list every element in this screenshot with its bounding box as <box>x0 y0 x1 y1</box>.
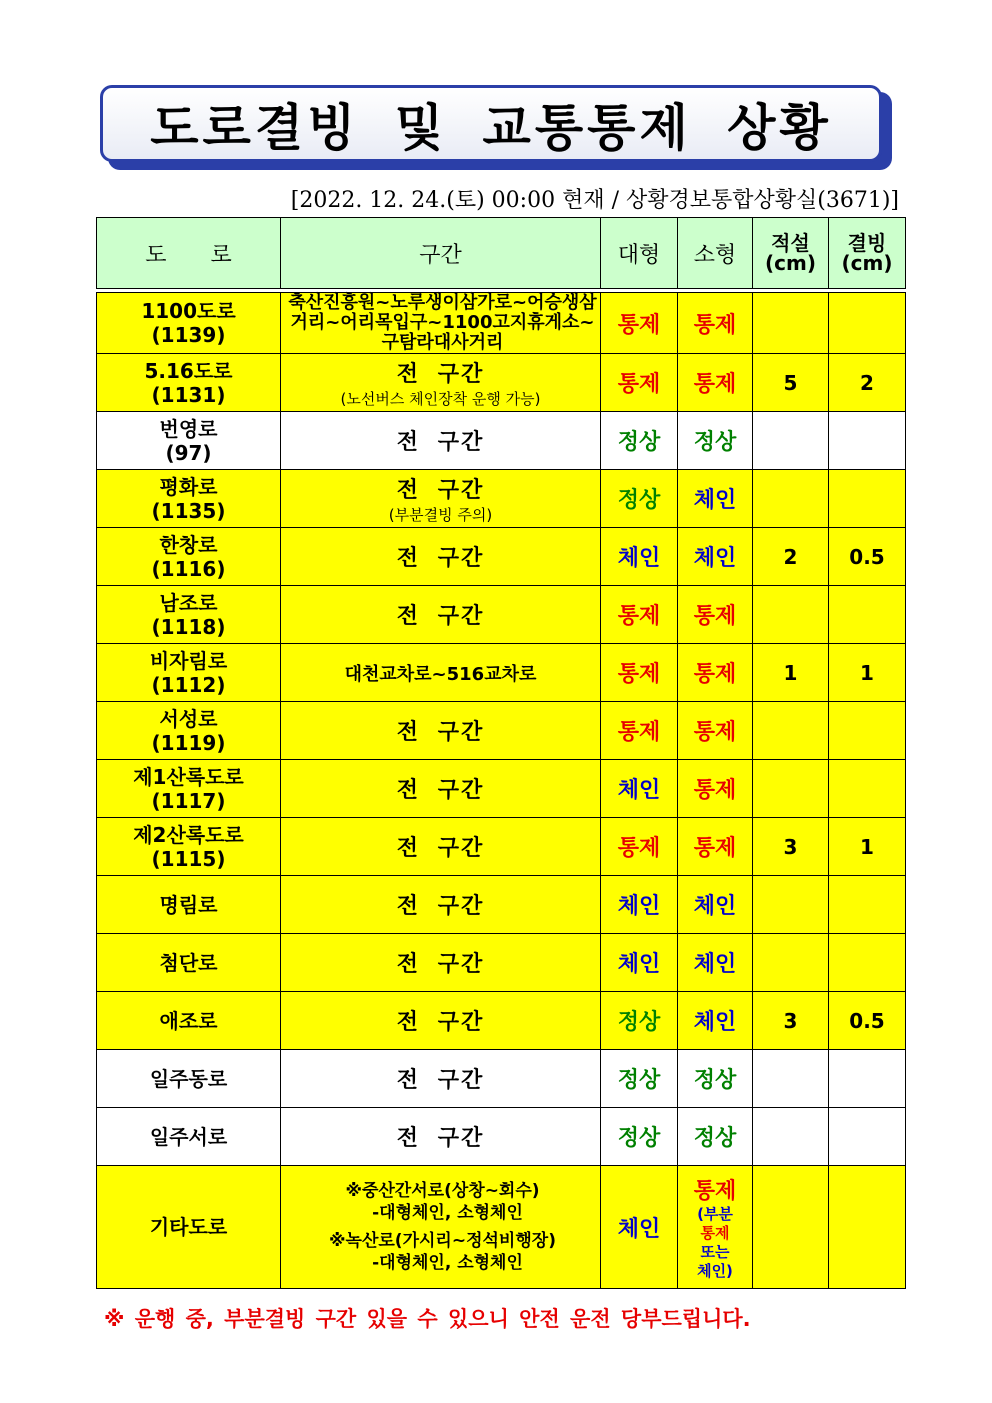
snow-depth <box>753 702 829 760</box>
small-vehicle-status: 통제 <box>678 586 753 644</box>
ice-depth: 0.5 <box>829 992 906 1050</box>
road-name: 제2산록도로 <box>133 822 244 847</box>
other-road-1 <box>285 1180 600 1224</box>
ice-depth <box>829 1108 906 1166</box>
road-name: 제1산록도로 <box>133 764 244 789</box>
road-cell <box>97 702 281 760</box>
large-vehicle-status: 체인 <box>601 1166 678 1289</box>
small-vehicle-status: 통제 <box>678 354 753 412</box>
road-name: 1100도로 <box>141 299 236 323</box>
road-code: (1135) <box>151 498 226 523</box>
road-code: (97) <box>165 440 212 465</box>
section-text: 전 구간 <box>396 1126 485 1151</box>
other-road-2-detail: -대형체인, 소형체인 <box>372 1253 523 1273</box>
header-section: 구간 <box>281 218 601 289</box>
section-text: 축산진흥원~노루생이삼가로~어승생삼거리~어리목입구~1100고지휴게소~구탐라대사거리 <box>288 292 597 353</box>
snow-depth: 3 <box>753 992 829 1050</box>
snow-depth: 5 <box>753 354 829 412</box>
snow-depth <box>753 760 829 818</box>
small-vehicle-status: 통제 <box>678 760 753 818</box>
road-name: 일주서로 <box>149 1124 228 1149</box>
snow-depth: 3 <box>753 818 829 876</box>
section-text: 전 구간 <box>396 952 485 977</box>
table-row <box>97 818 906 876</box>
section-note: (노선버스 체인장착 운행 가능) <box>340 389 541 408</box>
snow-depth <box>753 1050 829 1108</box>
table-row <box>97 1108 906 1166</box>
road-name: 한창로 <box>159 532 218 557</box>
ice-depth <box>829 760 906 818</box>
section-cell <box>281 876 601 934</box>
road-name: 남조로 <box>159 590 218 615</box>
road-cell <box>97 586 281 644</box>
other-road-1-title: ※중산간서로(상창~회수) <box>345 1181 540 1201</box>
section-cell <box>281 412 601 470</box>
section-text: 전 구간 <box>396 1010 485 1035</box>
header-small: 소형 <box>678 218 753 289</box>
header-ice-unit: (cm) <box>841 251 893 275</box>
large-vehicle-status: 통제 <box>601 293 678 354</box>
table-row <box>97 876 906 934</box>
large-vehicle-status: 체인 <box>601 528 678 586</box>
small-vehicle-status <box>678 1166 753 1289</box>
section-text: 전 구간 <box>396 361 485 387</box>
section-cell <box>281 1108 601 1166</box>
other-road-2-title: ※녹산로(가시리~정석비행장) <box>329 1231 556 1251</box>
ice-depth <box>829 1166 906 1289</box>
header-snow <box>753 218 829 289</box>
road-cell <box>97 1050 281 1108</box>
road-code: (1119) <box>151 730 226 755</box>
table-row <box>97 934 906 992</box>
road-cell <box>97 644 281 702</box>
road-name: 서성로 <box>159 706 218 731</box>
table-row <box>97 644 906 702</box>
section-text: 전 구간 <box>396 604 485 629</box>
road-cell <box>97 293 281 354</box>
large-vehicle-status: 정상 <box>601 1108 678 1166</box>
road-name: 5.16도로 <box>144 358 233 383</box>
table-row <box>97 702 906 760</box>
snow-depth: 1 <box>753 644 829 702</box>
section-cell <box>281 470 601 528</box>
ice-depth <box>829 702 906 760</box>
table-row-other <box>97 1166 906 1289</box>
section-cell <box>281 354 601 412</box>
snow-depth: 2 <box>753 528 829 586</box>
section-cell <box>281 1050 601 1108</box>
road-name: 번영로 <box>159 416 218 441</box>
table-row <box>97 586 906 644</box>
table-row <box>97 528 906 586</box>
road-cell <box>97 412 281 470</box>
ice-depth: 1 <box>829 818 906 876</box>
snow-depth <box>753 1108 829 1166</box>
road-name: 기타도로 <box>149 1215 228 1239</box>
large-vehicle-status: 정상 <box>601 412 678 470</box>
small-vehicle-status: 체인 <box>678 470 753 528</box>
section-cell <box>281 644 601 702</box>
snow-depth <box>753 1166 829 1289</box>
small-vehicle-status: 체인 <box>678 934 753 992</box>
table-row <box>97 293 906 354</box>
section-text: 전 구간 <box>396 430 485 455</box>
road-cell <box>97 934 281 992</box>
ice-depth <box>829 934 906 992</box>
small-vehicle-status: 통제 <box>678 293 753 354</box>
road-code: (1131) <box>151 382 226 407</box>
section-note: (부분결빙 주의) <box>388 505 493 524</box>
table-row <box>97 1050 906 1108</box>
large-vehicle-status: 통제 <box>601 354 678 412</box>
section-text: 전 구간 <box>396 894 485 919</box>
small-vehicle-status: 정상 <box>678 1050 753 1108</box>
section-cell <box>281 528 601 586</box>
road-cell <box>97 818 281 876</box>
section-cell <box>281 702 601 760</box>
road-cell <box>97 876 281 934</box>
section-cell <box>281 760 601 818</box>
ice-depth <box>829 586 906 644</box>
large-vehicle-status: 통제 <box>601 644 678 702</box>
road-cell <box>97 760 281 818</box>
small-status-main: 통제 <box>693 1178 737 1204</box>
snow-depth <box>753 293 829 354</box>
ice-depth <box>829 876 906 934</box>
section-text: 전 구간 <box>396 720 485 745</box>
ice-depth: 0.5 <box>829 528 906 586</box>
large-vehicle-status: 체인 <box>601 876 678 934</box>
snow-depth <box>753 876 829 934</box>
section-text: 전 구간 <box>396 1068 485 1093</box>
section-cell <box>281 1166 601 1289</box>
small-vehicle-status: 정상 <box>678 412 753 470</box>
header-snow-label: 적설 <box>771 231 810 255</box>
snow-depth <box>753 470 829 528</box>
section-text: 전 구간 <box>396 836 485 861</box>
large-vehicle-status: 정상 <box>601 992 678 1050</box>
small-vehicle-status: 체인 <box>678 876 753 934</box>
snow-depth <box>753 412 829 470</box>
section-cell <box>281 992 601 1050</box>
road-cell <box>97 992 281 1050</box>
road-cell <box>97 528 281 586</box>
page-title: 도로결빙 및 교통통제 상황 <box>150 98 832 157</box>
road-status-table <box>96 217 906 1289</box>
table-row <box>97 412 906 470</box>
road-code: (1118) <box>151 614 226 639</box>
section-text: 전 구간 <box>396 778 485 803</box>
ice-depth: 2 <box>829 354 906 412</box>
small-vehicle-status: 체인 <box>678 992 753 1050</box>
header-road: 도 로 <box>97 218 281 289</box>
large-vehicle-status: 체인 <box>601 760 678 818</box>
road-cell <box>97 470 281 528</box>
snow-depth <box>753 586 829 644</box>
small-status-note-2: 통제 <box>700 1223 730 1242</box>
header-snow-unit: (cm) <box>765 251 816 275</box>
road-code: (1117) <box>151 788 226 813</box>
section-text: 전 구간 <box>396 477 485 503</box>
small-vehicle-status: 통제 <box>678 644 753 702</box>
large-vehicle-status: 정상 <box>601 470 678 528</box>
header-ice <box>829 218 906 289</box>
road-name: 첨단로 <box>159 950 218 975</box>
section-text: 전 구간 <box>396 546 485 571</box>
small-status-note-4: 체인) <box>697 1261 733 1280</box>
road-cell <box>97 354 281 412</box>
road-code: (1112) <box>151 672 226 697</box>
section-cell <box>281 293 601 354</box>
small-vehicle-status: 체인 <box>678 528 753 586</box>
road-code: (1115) <box>151 846 226 871</box>
road-name: 평화로 <box>159 474 218 499</box>
small-status-note-3: 또는 <box>700 1242 730 1261</box>
ice-depth: 1 <box>829 644 906 702</box>
large-vehicle-status: 통제 <box>601 818 678 876</box>
road-code: (1139) <box>151 323 226 347</box>
large-vehicle-status: 통제 <box>601 702 678 760</box>
table-row <box>97 760 906 818</box>
road-cell <box>97 1108 281 1166</box>
table-row <box>97 992 906 1050</box>
ice-depth <box>829 470 906 528</box>
ice-depth <box>829 412 906 470</box>
other-road-1-detail: -대형체인, 소형체인 <box>372 1203 523 1223</box>
road-code: (1116) <box>151 556 226 581</box>
small-vehicle-status: 통제 <box>678 702 753 760</box>
header-ice-label: 결빙 <box>847 231 887 255</box>
small-vehicle-status: 통제 <box>678 818 753 876</box>
section-cell <box>281 934 601 992</box>
title-box <box>100 85 882 162</box>
header-large: 대형 <box>601 218 678 289</box>
large-vehicle-status: 정상 <box>601 1050 678 1108</box>
large-vehicle-status: 통제 <box>601 586 678 644</box>
ice-depth <box>829 1050 906 1108</box>
ice-depth <box>829 293 906 354</box>
large-vehicle-status: 체인 <box>601 934 678 992</box>
report-timestamp: [2022. 12. 24.(토) 00:00 현재 / 상황경보통합상황실(3671)] <box>290 188 899 213</box>
small-status-note-1: (부분 <box>697 1204 733 1223</box>
road-name: 애조로 <box>159 1008 218 1033</box>
small-vehicle-status: 정상 <box>678 1108 753 1166</box>
other-road-2 <box>285 1230 600 1274</box>
section-text: 대천교차로~516교차로 <box>344 663 537 685</box>
table-row <box>97 354 906 412</box>
table-row <box>97 470 906 528</box>
section-cell <box>281 818 601 876</box>
section-cell <box>281 586 601 644</box>
table-header-row <box>97 218 906 289</box>
safety-footnote: ※ 운행 중, 부분결빙 구간 있을 수 있으니 안전 운전 당부드립니다. <box>104 1307 751 1331</box>
road-name: 명림로 <box>159 892 218 917</box>
road-name: 비자림로 <box>149 648 228 673</box>
road-cell <box>97 1166 281 1289</box>
road-name: 일주동로 <box>149 1066 228 1091</box>
snow-depth <box>753 934 829 992</box>
